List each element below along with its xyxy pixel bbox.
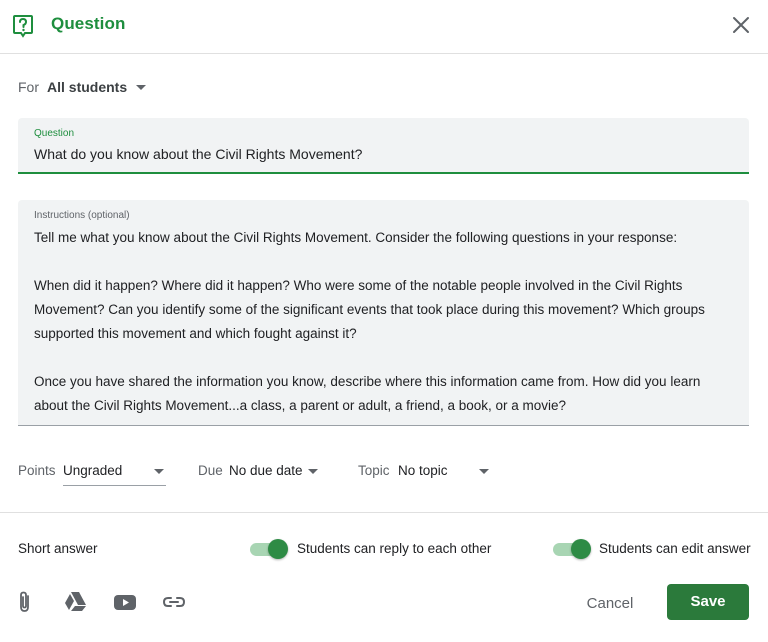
reply-toggle-label: Students can reply to each other bbox=[297, 541, 492, 556]
edit-toggle-label: Students can edit answer bbox=[599, 541, 751, 556]
points-label: Points bbox=[18, 463, 56, 478]
question-mark-icon bbox=[12, 14, 34, 38]
topic-label: Topic bbox=[358, 463, 390, 478]
youtube-icon[interactable] bbox=[112, 589, 138, 615]
link-icon[interactable] bbox=[161, 589, 187, 615]
question-type-dropdown[interactable]: Short answer bbox=[18, 541, 98, 556]
audience-selector[interactable] bbox=[18, 79, 146, 95]
options-row bbox=[0, 538, 768, 560]
due-dropdown[interactable]: No due date bbox=[229, 463, 303, 478]
question-label: Question bbox=[34, 128, 75, 139]
instructions-field[interactable] bbox=[18, 200, 749, 426]
google-drive-icon[interactable] bbox=[62, 589, 88, 615]
instructions-paragraph: Tell me what you know about the Civil Rights Movement. Consider the following questions in your response: bbox=[34, 230, 678, 245]
points-underline bbox=[63, 485, 166, 486]
points-dropdown[interactable]: Ungraded bbox=[63, 463, 123, 478]
reply-toggle[interactable] bbox=[250, 539, 288, 559]
chevron-down-icon[interactable] bbox=[136, 85, 146, 90]
for-label: For bbox=[18, 79, 39, 95]
due-label: Due bbox=[198, 463, 223, 478]
paperclip-icon[interactable] bbox=[12, 589, 38, 615]
toggle-thumb[interactable] bbox=[268, 539, 288, 559]
topic-dropdown[interactable]: No topic bbox=[398, 463, 448, 478]
instructions-paragraph: Once you have shared the information you know, describe where this information came from. How did you learn about the Civil Rights Movement...a class, a parent or adult, a friend, a book, or a movie? bbox=[34, 374, 701, 413]
bottom-bar bbox=[0, 584, 768, 620]
cancel-button[interactable]: Cancel bbox=[572, 588, 648, 620]
instructions-paragraph: When did it happen? Where did it happen? Who were some of the notable people involved in the Civil Rights Movement? Can you identify some of the significant events that took place during this movement? Which groups supported this movement and which fought against it? bbox=[34, 278, 705, 341]
dialog-title: Question bbox=[51, 14, 126, 33]
close-icon[interactable] bbox=[730, 14, 752, 36]
chevron-down-icon[interactable] bbox=[479, 469, 489, 474]
save-button[interactable]: Save bbox=[667, 584, 749, 620]
question-input[interactable]: What do you know about the Civil Rights Movement? bbox=[34, 146, 363, 162]
chevron-down-icon[interactable] bbox=[154, 469, 164, 474]
instructions-input[interactable] bbox=[34, 226, 734, 418]
dialog-header bbox=[0, 0, 768, 54]
question-field[interactable] bbox=[18, 118, 749, 174]
chevron-down-icon[interactable] bbox=[308, 469, 318, 474]
divider bbox=[0, 512, 768, 513]
instructions-label: Instructions (optional) bbox=[34, 210, 130, 221]
toggle-thumb[interactable] bbox=[571, 539, 591, 559]
edit-toggle[interactable] bbox=[553, 539, 591, 559]
meta-row bbox=[0, 460, 768, 486]
for-value[interactable]: All students bbox=[47, 79, 128, 95]
